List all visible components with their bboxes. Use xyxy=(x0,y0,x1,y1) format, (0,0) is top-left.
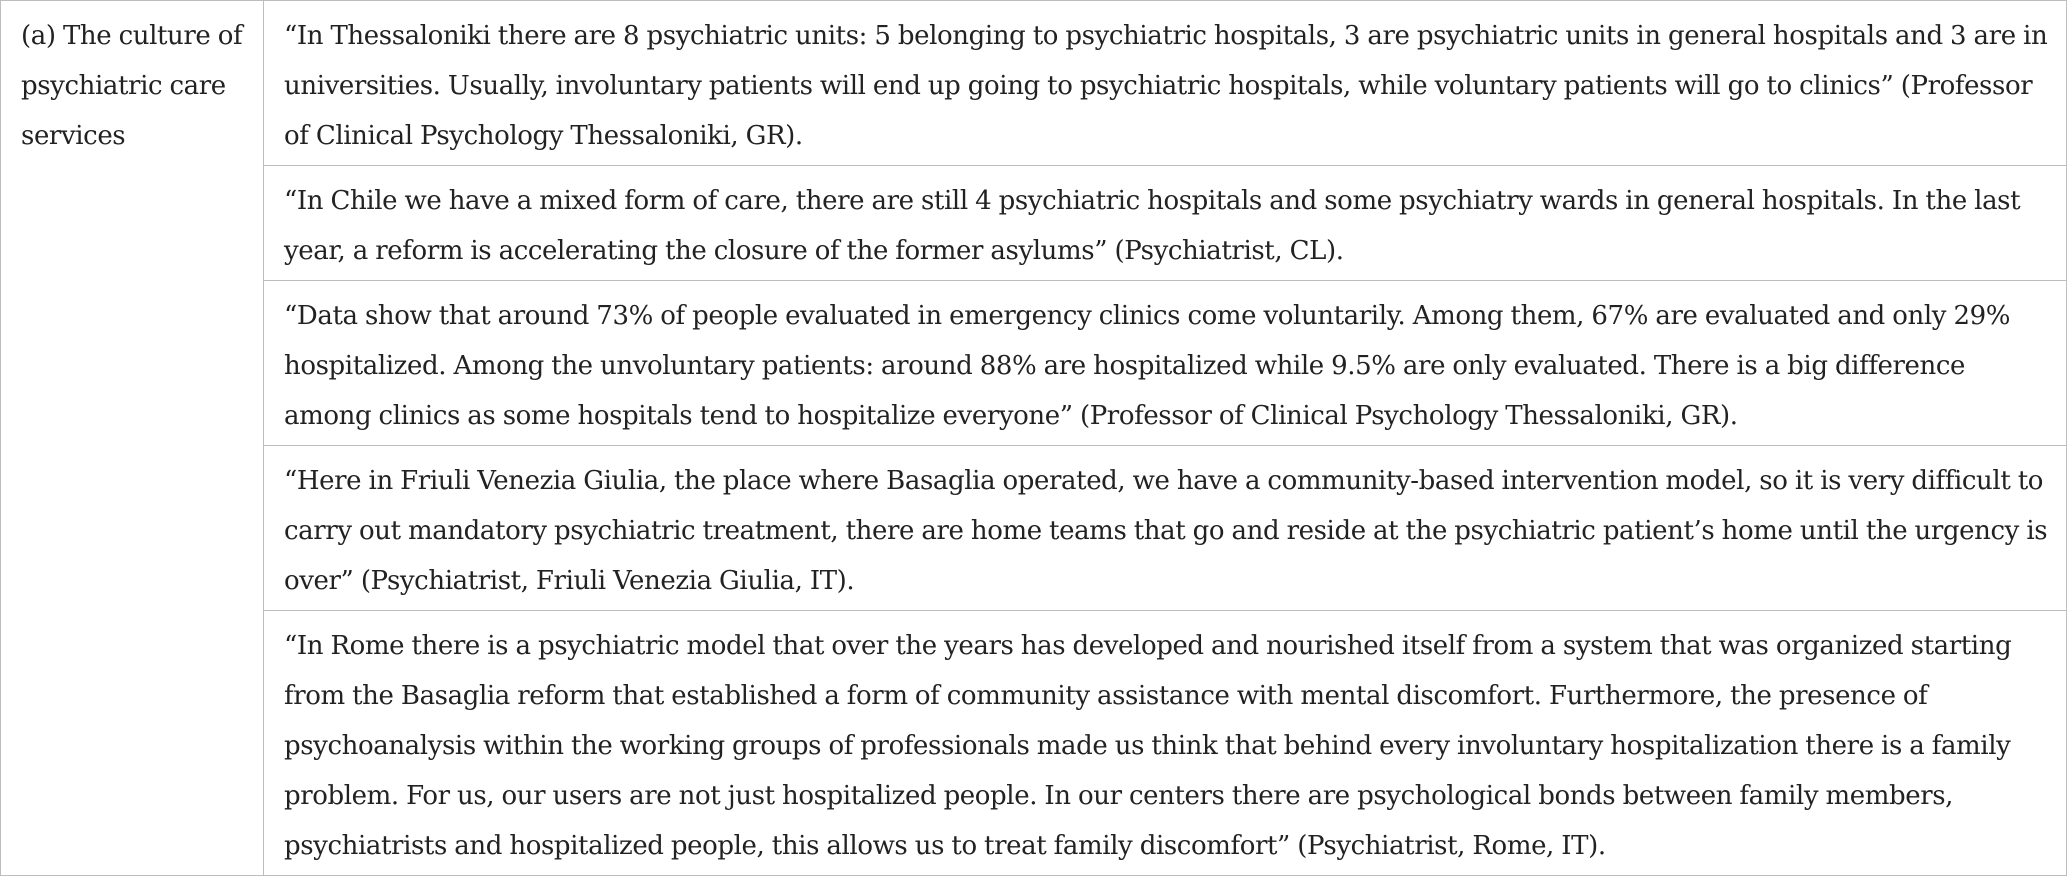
quote-cell-thessaloniki-units: “In Thessaloniki there are 8 psychiatric units: 5 belonging to psychiatric hospitals, 3 are psychiatric units in general hospitals and 3 are in universities. Usually, involuntary patients will end up going to psychiatric hospitals, while voluntary patients will go to clinics” (Professor of Clinical Psychology Thessaloniki, GR). xyxy=(264,1,2067,166)
table-row xyxy=(1,281,2067,446)
quote-cell-thessaloniki-data: “Data show that around 73% of people evaluated in emergency clinics come voluntarily. Among them, 67% are evaluated and only 29% hospitalized. Among the unvoluntary patients: around 88% are hospitalized while 9.5% are only evaluated. There is a big difference among clinics as some hospitals tend to hospitalize everyone” (Professor of Clinical Psychology Thessaloniki, GR). xyxy=(264,281,2067,446)
table-row xyxy=(1,446,2067,611)
quote-cell-chile: “In Chile we have a mixed form of care, there are still 4 psychiatric hospitals and some psychiatry wards in general hospitals. In the last year, a reform is accelerating the closure of the former asylums” (Psychiatrist, CL). xyxy=(264,166,2067,281)
table-row xyxy=(1,611,2067,876)
table-row xyxy=(1,166,2067,281)
quote-cell-friuli: “Here in Friuli Venezia Giulia, the place where Basaglia operated, we have a community-based intervention model, so it is very difficult to carry out mandatory psychiatric treatment, there are home teams that go and reside at the psychiatric patient’s home until the urgency is over” (Psychiatrist, Friuli Venezia Giulia, IT). xyxy=(264,446,2067,611)
quote-cell-rome: “In Rome there is a psychiatric model that over the years has developed and nourished itself from a system that was organized starting from the Basaglia reform that established a form of community assistance with mental discomfort. Furthermore, the presence of psychoanalysis within the working groups of professionals made us think that behind every involuntary hospitalization there is a family problem. For us, our users are not just hospitalized people. In our centers there are psychological bonds between family members, psychiatrists and hospitalized people, this allows us to treat family discomfort” (Psychiatrist, Rome, IT). xyxy=(264,611,2067,876)
theme-cell: (a) The culture of psychiatric care services xyxy=(1,1,264,876)
table-row xyxy=(1,1,2067,166)
